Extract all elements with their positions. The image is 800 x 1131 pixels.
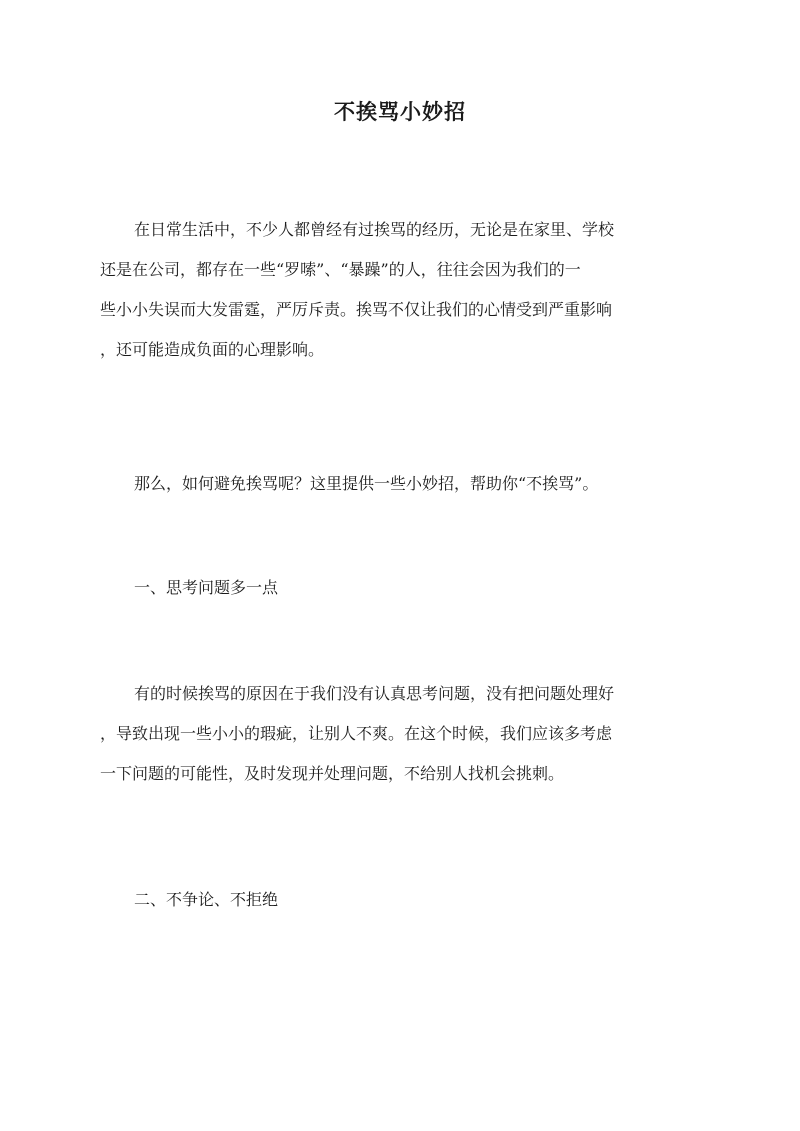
document-title: 不挨骂小妙招 <box>334 99 466 124</box>
section-1-paragraph <box>100 674 700 794</box>
text-line: 还是在公司，都存在一些“罗嗦”、“暴躁”的人，往往会因为我们的一 <box>100 260 581 279</box>
heading-line: 一、思考问题多一点 <box>134 578 279 597</box>
intro-paragraph <box>100 210 700 370</box>
section-heading-2 <box>100 880 700 920</box>
text-line: ，导致出现一些小小的瑕疵，让别人不爽。在这个时候，我们应该多考虑 <box>100 724 613 743</box>
text-line: ，还可能造成负面的心理影响。 <box>100 340 325 359</box>
section-heading-1 <box>100 568 700 608</box>
heading-line: 二、不争论、不拒绝 <box>134 890 279 909</box>
text-line: 些小小失误而大发雷霆，严厉斥责。挨骂不仅让我们的心情受到严重影响 <box>100 300 613 319</box>
text-line: 有的时候挨骂的原因在于我们没有认真思考问题，没有把问题处理好 <box>134 684 615 703</box>
question-paragraph <box>100 464 700 504</box>
text-line: 一下问题的可能性，及时发现并处理问题，不给别人找机会挑刺。 <box>100 764 565 783</box>
text-line: 在日常生活中，不少人都曾经有过挨骂的经历，无论是在家里、学校 <box>134 220 615 239</box>
text-line: 那么，如何避免挨骂呢？这里提供一些小妙招，帮助你“不挨骂”。 <box>134 474 599 493</box>
